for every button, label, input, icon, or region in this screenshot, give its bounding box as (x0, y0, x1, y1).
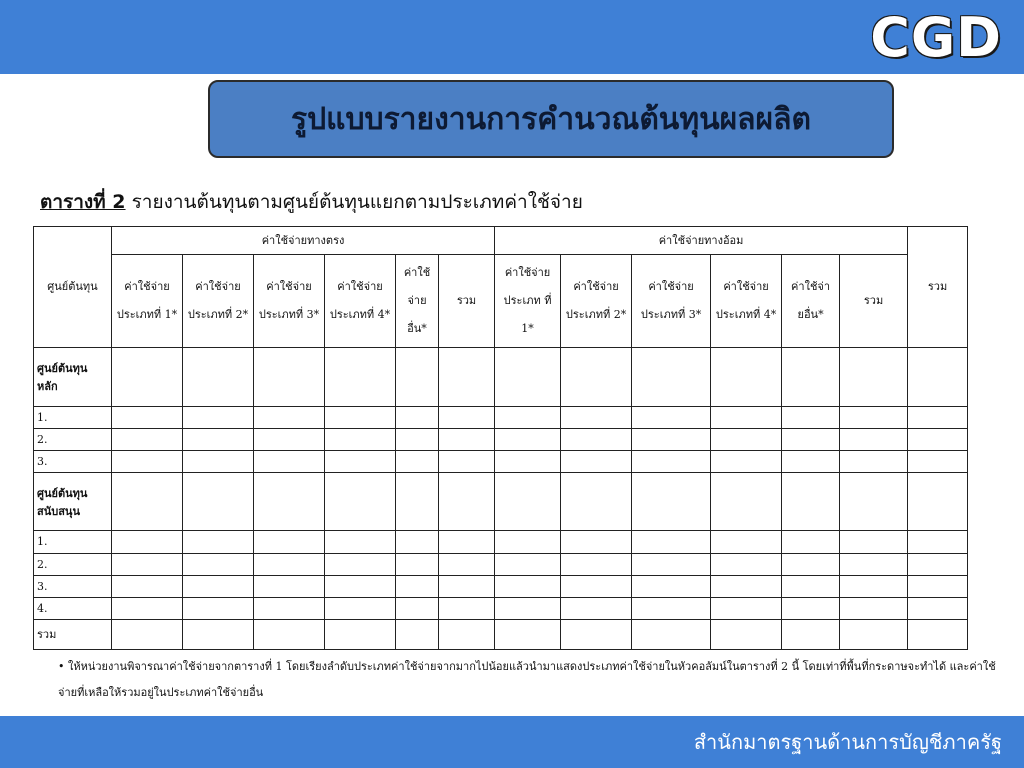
table-cell (183, 575, 254, 597)
table-cell (396, 428, 439, 450)
table-cell (840, 575, 908, 597)
table-cell (632, 348, 711, 407)
table-cell (495, 472, 561, 531)
table-cell (439, 450, 495, 472)
table-cell (183, 450, 254, 472)
table-cell (325, 450, 396, 472)
header-indirect-col: ค่าใช้จ่าย ประเภท ที่ 1* (495, 255, 561, 348)
table-cell (495, 428, 561, 450)
table-row (34, 472, 968, 531)
table-cell (112, 575, 183, 597)
table-row (34, 597, 968, 619)
table-cell (254, 553, 325, 575)
table-cell (561, 406, 632, 428)
table-cell (183, 472, 254, 531)
table-cell (908, 472, 968, 531)
header-indirect-costs: ค่าใช้จ่ายทางอ้อม (495, 227, 908, 255)
row-label: 4. (34, 597, 112, 619)
table-cell (840, 597, 908, 619)
header-cost-center: ศูนย์ต้นทุน (34, 227, 112, 348)
table-cell (439, 428, 495, 450)
table-cell (254, 597, 325, 619)
table-cell (396, 450, 439, 472)
table-cell (325, 531, 396, 553)
table-cell (711, 619, 782, 649)
table-cell (908, 575, 968, 597)
table-cell (561, 428, 632, 450)
table-cell (396, 406, 439, 428)
table-cell (840, 428, 908, 450)
table-cell (396, 619, 439, 649)
table-cell (840, 450, 908, 472)
table-cell (711, 348, 782, 407)
table-cell (183, 428, 254, 450)
table-cell (782, 348, 840, 407)
table-cell (396, 553, 439, 575)
table-cell (908, 406, 968, 428)
header-indirect-col: รวม (840, 255, 908, 348)
header-direct-col: ค่าใช้ จ่าย อื่น* (396, 255, 439, 348)
header-direct-col: ค่าใช้จ่าย ประเภทที่ 2* (183, 255, 254, 348)
caption-label: ตารางที่ 2 (40, 191, 126, 213)
header-direct-col: ค่าใช้จ่าย ประเภทที่ 3* (254, 255, 325, 348)
table-cell (254, 472, 325, 531)
table-cell (112, 348, 183, 407)
table-cell (439, 553, 495, 575)
table-cell (325, 348, 396, 407)
table-cell (561, 450, 632, 472)
header-direct-col: ค่าใช้จ่าย ประเภทที่ 1* (112, 255, 183, 348)
table-cell (632, 472, 711, 531)
table-cell (112, 531, 183, 553)
cgd-logo: CGD (870, 6, 1002, 69)
table-cell (439, 575, 495, 597)
header-grand-total: รวม (908, 227, 968, 348)
table-cell (782, 428, 840, 450)
table-cell (325, 619, 396, 649)
table-cell (396, 348, 439, 407)
table-cell (840, 472, 908, 531)
table-cell (495, 575, 561, 597)
header-indirect-col: ค่าใช้จ่าย ประเภทที่ 4* (711, 255, 782, 348)
table-cell (396, 575, 439, 597)
table-cell (908, 531, 968, 553)
table-cell (711, 472, 782, 531)
table-cell (183, 597, 254, 619)
table-caption (40, 187, 583, 217)
table-cell (711, 406, 782, 428)
table-cell (254, 348, 325, 407)
table-cell (782, 531, 840, 553)
table-cell (254, 428, 325, 450)
table-cell (439, 619, 495, 649)
table-row (34, 619, 968, 649)
table-cell (632, 575, 711, 597)
table-cell (254, 619, 325, 649)
table-cell (112, 619, 183, 649)
table-row (34, 553, 968, 575)
table-cell (325, 597, 396, 619)
table-cell (495, 597, 561, 619)
table-cell (112, 553, 183, 575)
table-cell (840, 406, 908, 428)
table-cell (183, 406, 254, 428)
table-cell (632, 619, 711, 649)
table-cell (495, 553, 561, 575)
table-cell (711, 553, 782, 575)
table-cell (782, 575, 840, 597)
table-cell (782, 553, 840, 575)
table-cell (561, 472, 632, 531)
table-cell (325, 575, 396, 597)
table-cell (396, 531, 439, 553)
table-cell (840, 619, 908, 649)
header-indirect-col: ค่าใช้จ่าย ประเภทที่ 2* (561, 255, 632, 348)
row-label: 1. (34, 406, 112, 428)
table-cell (908, 428, 968, 450)
table-cell (439, 348, 495, 407)
table-cell (561, 553, 632, 575)
table-cell (711, 428, 782, 450)
table-cell (782, 597, 840, 619)
table-cell (782, 450, 840, 472)
table-cell (254, 575, 325, 597)
table-cell (632, 531, 711, 553)
table-cell (908, 450, 968, 472)
table-cell (325, 406, 396, 428)
table-cell (711, 450, 782, 472)
table-cell (439, 531, 495, 553)
table-cell (439, 472, 495, 531)
table-cell (396, 472, 439, 531)
table-cell (561, 597, 632, 619)
table-row (34, 406, 968, 428)
footer-bar (0, 716, 1024, 768)
table-cell (632, 553, 711, 575)
table-cell (254, 531, 325, 553)
table-cell (325, 472, 396, 531)
row-label: 3. (34, 575, 112, 597)
table-cell (183, 348, 254, 407)
table-cell (495, 531, 561, 553)
table-cell (495, 406, 561, 428)
table-cell (183, 553, 254, 575)
caption-text: รายงานต้นทุนตามศูนย์ต้นทุนแยกตามประเภทค่าใช้จ่าย (125, 191, 583, 213)
header-direct-col: ค่าใช้จ่าย ประเภทที่ 4* (325, 255, 396, 348)
table-cell (840, 348, 908, 407)
row-label: รวม (34, 619, 112, 649)
table-cell (711, 575, 782, 597)
table-cell (183, 531, 254, 553)
table-cell (908, 597, 968, 619)
table-cell (112, 597, 183, 619)
page-title: รูปแบบรายงานการคำนวณต้นทุนผลผลิต (290, 101, 812, 137)
table-cell (439, 597, 495, 619)
table-cell (325, 428, 396, 450)
table-cell (632, 597, 711, 619)
header-bar (0, 0, 1024, 74)
table-cell (632, 428, 711, 450)
table-cell (254, 406, 325, 428)
row-label: 1. (34, 531, 112, 553)
table-cell (782, 472, 840, 531)
table-cell (632, 406, 711, 428)
cost-report-table (33, 226, 968, 650)
row-label: 3. (34, 450, 112, 472)
table-row (34, 575, 968, 597)
table-row (34, 428, 968, 450)
table-row (34, 348, 968, 407)
table-cell (561, 575, 632, 597)
table-cell (908, 348, 968, 407)
table-cell (782, 619, 840, 649)
table-cell (908, 619, 968, 649)
table-cell (840, 531, 908, 553)
table-cell (908, 553, 968, 575)
table-cell (112, 406, 183, 428)
table-cell (711, 597, 782, 619)
table-cell (183, 619, 254, 649)
footer-org-name: สำนักมาตรฐานด้านการบัญชีภาครัฐ (693, 730, 1002, 754)
table-cell (439, 406, 495, 428)
table-cell (561, 348, 632, 407)
table-cell (495, 619, 561, 649)
footnote: • ให้หน่วยงานพิจารณาค่าใช้จ่ายจากตารางที่ 1 โดยเรียงลำดับประเภทค่าใช้จ่ายจากมากไปน้อยแล้วนำมาแสดงประเภทค่าใช้จ่ายในหัวคอลัมน์ในตารางที่ 2 นี้ โดยเท่าที่พื้นที่กระดาษจะทำได้ และค่าใช้จ่ายที่เหลือให้รวมอยู่ในประเภทค่าใช้จ่ายอื่น (58, 660, 996, 699)
table-cell (112, 450, 183, 472)
title-box (208, 80, 894, 158)
header-indirect-col: ค่าใช้จ่าย ประเภทที่ 3* (632, 255, 711, 348)
section-label: ศูนย์ต้นทุนสนับสนุน (34, 472, 112, 531)
table-cell (561, 531, 632, 553)
table-cell (561, 619, 632, 649)
table-cell (840, 553, 908, 575)
row-label: 2. (34, 553, 112, 575)
header-direct-col: รวม (439, 255, 495, 348)
table-cell (782, 406, 840, 428)
table-cell (396, 597, 439, 619)
header-direct-costs: ค่าใช้จ่ายทางตรง (112, 227, 495, 255)
table-cell (495, 348, 561, 407)
table-cell (112, 428, 183, 450)
table-cell (711, 531, 782, 553)
table-cell (632, 450, 711, 472)
table-row (34, 450, 968, 472)
table-cell (112, 472, 183, 531)
table-cell (325, 553, 396, 575)
section-label: ศูนย์ต้นทุนหลัก (34, 348, 112, 407)
header-indirect-col: ค่าใช้จ่า ยอื่น* (782, 255, 840, 348)
table-row (34, 531, 968, 553)
row-label: 2. (34, 428, 112, 450)
table-cell (495, 450, 561, 472)
table-cell (254, 450, 325, 472)
